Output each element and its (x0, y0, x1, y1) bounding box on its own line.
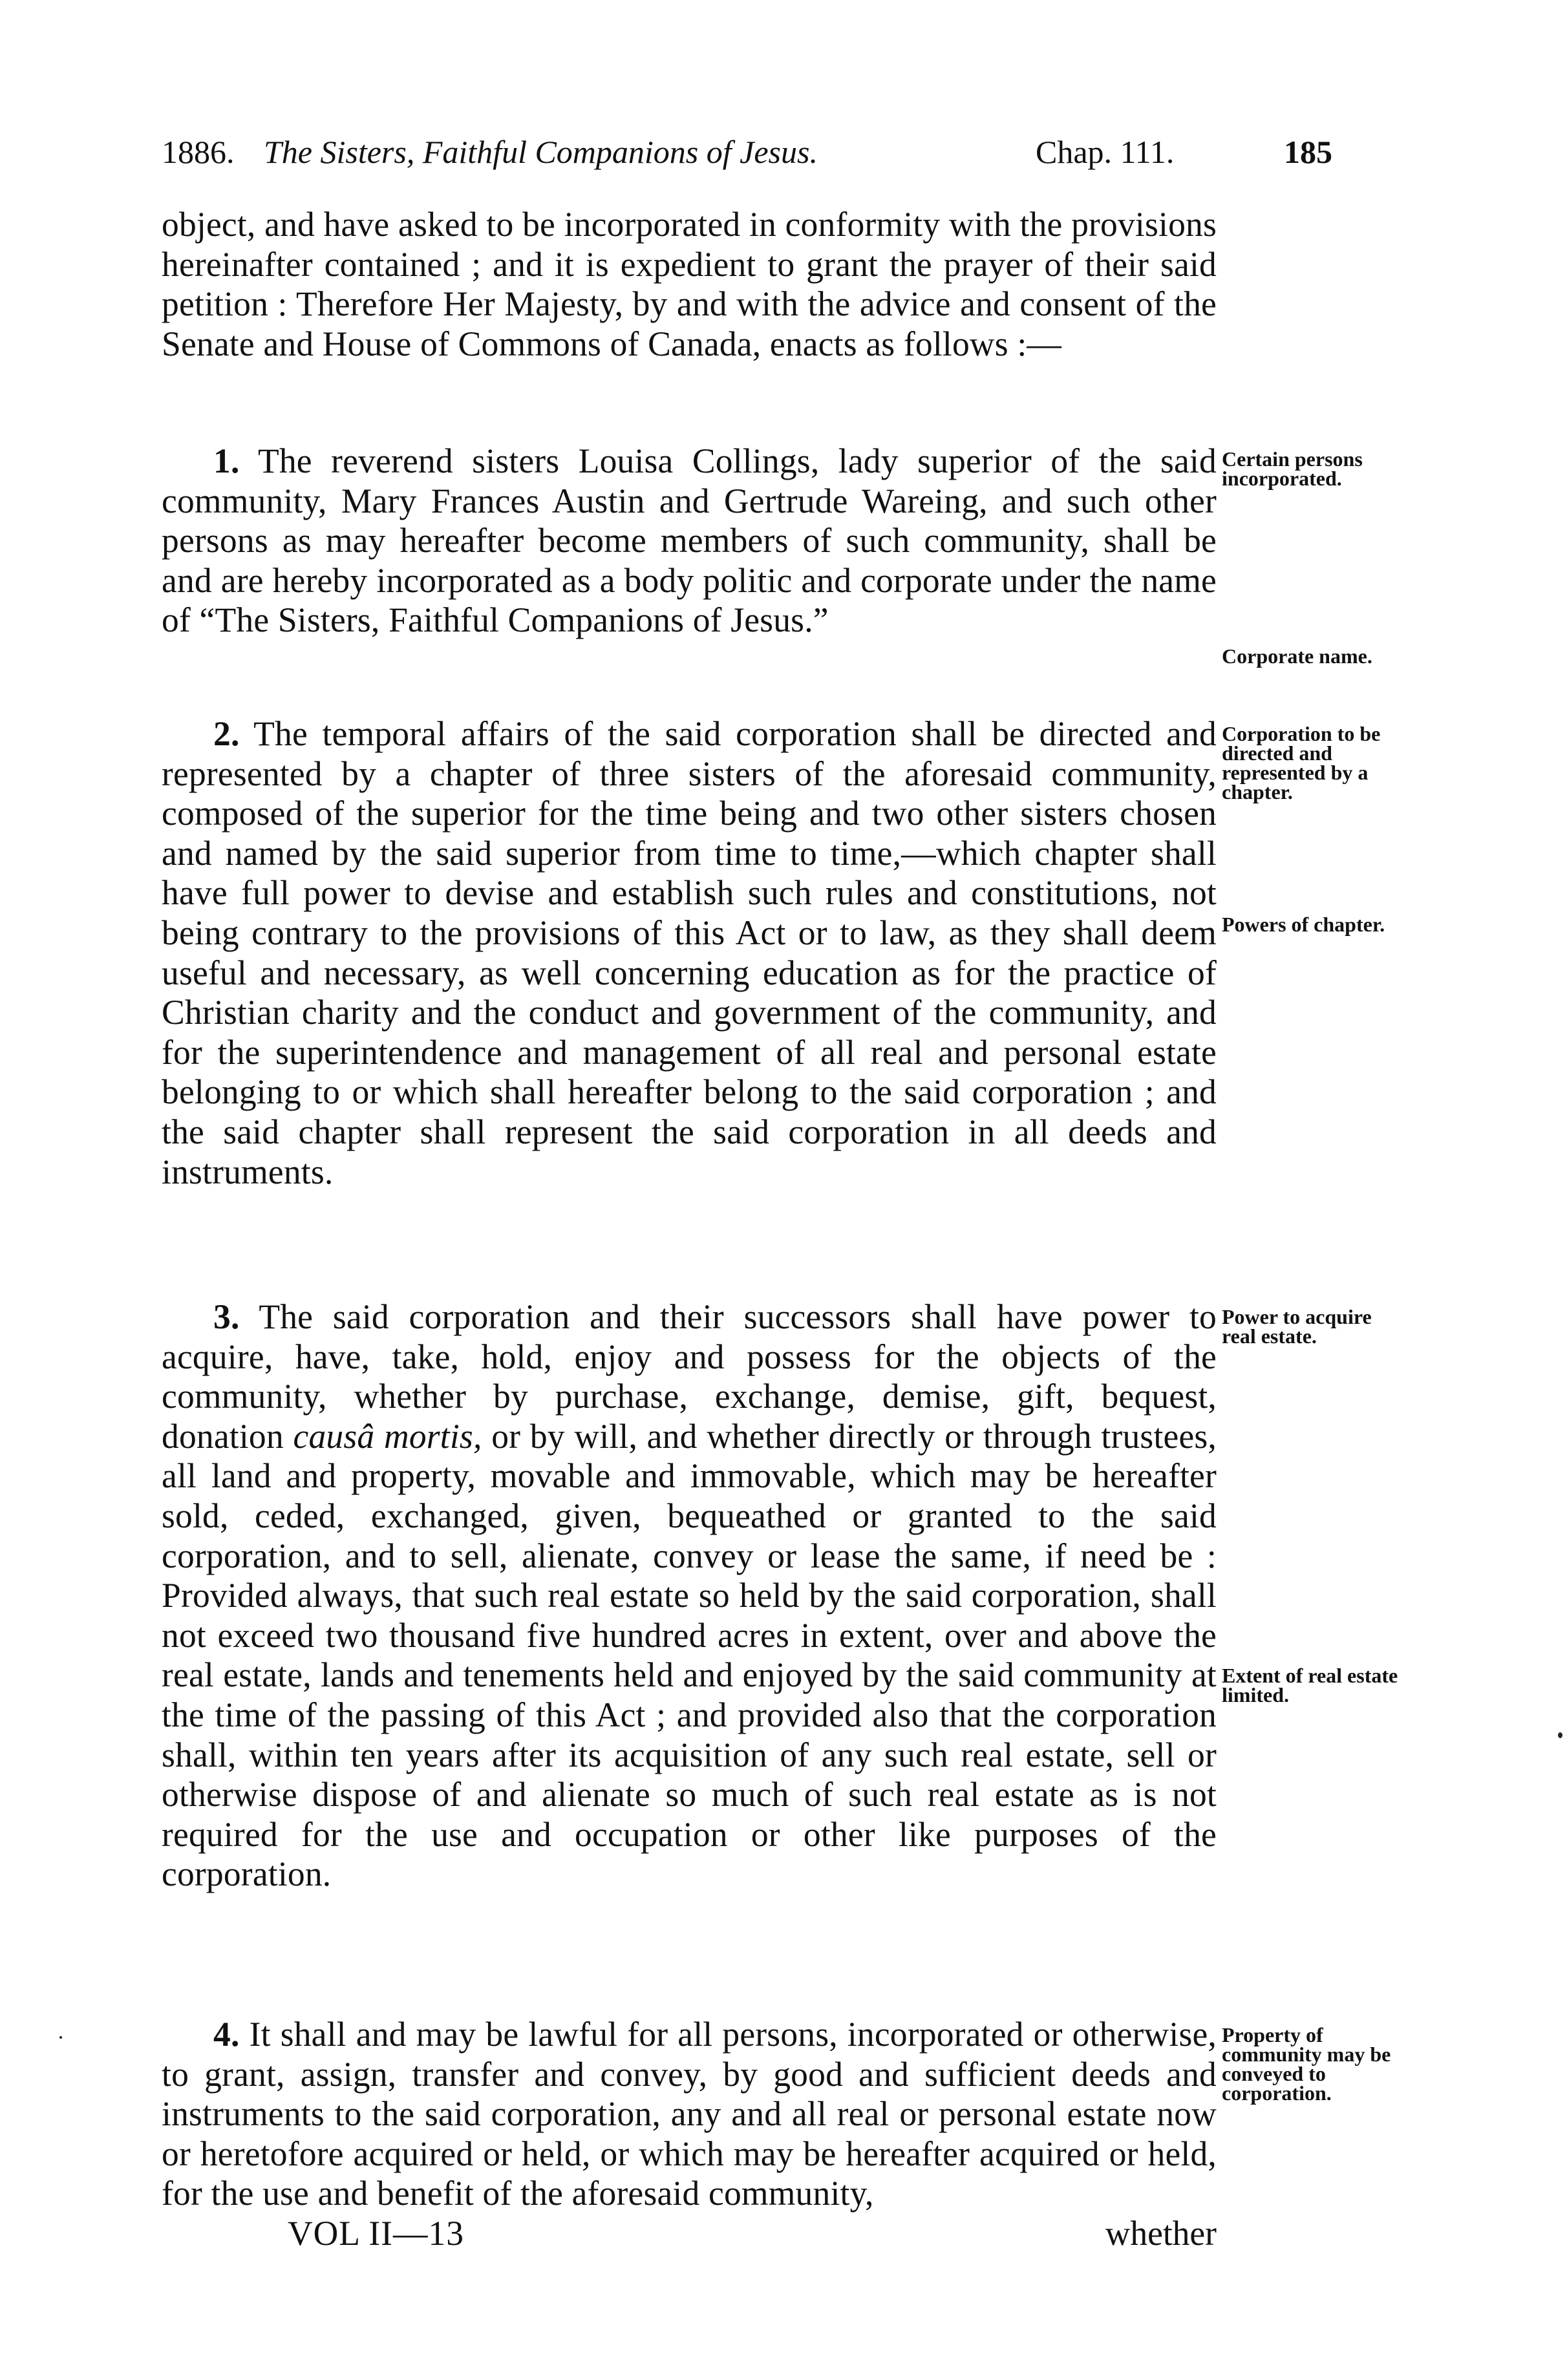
page-number: 185 (1284, 134, 1332, 170)
intro-paragraph (162, 205, 1217, 364)
header-year: 1886. (162, 134, 235, 170)
latin-phrase: causâ mortis, (293, 1416, 482, 1456)
marginal-note: Property of community may be conveyed to corporation. (1222, 2023, 1391, 2105)
section-text: The reverend sisters Louisa Collings, lady superior of the said community, Mary Frances Austin and Gertrude Wareing, and such other persons as may hereafter become members of such community, shall be and are hereby incorporated as a body politic and corporate under the name of “The Sisters, Faithful Companions of Jesus.” (162, 441, 1217, 640)
intro-text: object, and have asked to be incorporated in conformity with the provisions hereinafter contained ; and it is expedient to grant the prayer of their said petition : Therefore Her Majesty, by and with the advice and consent of the Senate and House of Commons of Canada, enacts as follows :— (162, 205, 1217, 363)
catchword: whether (1105, 2214, 1217, 2253)
marginal-note: Extent of real estate limited. (1222, 1664, 1398, 1706)
signature-mark: VOL II—13 (288, 2214, 464, 2253)
page-footer (162, 2214, 1217, 2259)
section-text: The temporal affairs of the said corporation shall be directed and represented by a chapter of three sisters of the aforesaid community, composed of the superior for the time being and two other sisters chosen and named by the said superior from time to time,—which chapter shall have full power to devise and establish such rules and constitutions, not being contrary to the provisions of this Act or to law, as they shall deem useful and necessary, as well concerning education as for the practice of Christian charity and the conduct and government of the community, and for the superintendence and management of all real and personal estate belonging to or which shall hereafter belong to the said corporation ; and the said chapter shall represent the said corporation in all deeds and instruments. (162, 714, 1217, 1191)
section-number: 4. (213, 2015, 240, 2054)
section-4 (162, 2015, 1217, 2214)
marginal-note: Corporation to be directed and represented by a chapter. (1222, 722, 1381, 803)
section-number: 3. (213, 1297, 240, 1336)
marginal-note: Corporate name. (1222, 644, 1372, 668)
section-text-part-2: or by will, and whether directly or through trustees, all land and property, movable and immovable, which may be hereafter sold, ceded, exchanged, given, bequeathed or granted to the said corporation, and to sell, alienate, convey or lease the same, if need be : Provided always, that such real estate so held by the said corporation, shall not exceed two thousand five hundred acres in extent, over and above the real estate, lands and tenements held and enjoyed by the said community at the time of the passing of this Act ; and provided also that the corporation shall, within ten years after its acquisition of any such real estate, sell or otherwise dispose of and alienate so much of such real estate as is not required for the use and occupation or other like purposes of the corporation. (162, 1416, 1217, 1894)
section-number: 2. (213, 714, 240, 753)
running-header (162, 129, 1332, 175)
section-1 (162, 441, 1217, 641)
marginal-note: Certain persons incorporated. (1222, 447, 1363, 490)
header-chapter: Chap. 111. (1036, 134, 1175, 170)
ink-speck (59, 2036, 62, 2039)
marginal-note: Power to acquire real estate. (1222, 1305, 1372, 1348)
header-title: The Sisters, Faithful Companions of Jesus. (264, 134, 818, 170)
section-2 (162, 714, 1217, 1192)
section-3 (162, 1297, 1217, 1895)
marginal-note: Powers of chapter. (1222, 913, 1385, 936)
section-number: 1. (213, 441, 240, 480)
ink-speck (1558, 1732, 1562, 1738)
section-text: It shall and may be lawful for all persons, incorporated or otherwise, to grant, assign, transfer and convey, by good and sufficient deeds and instruments to the said corporation, any and all real or personal estate now or heretofore acquired or held, or which may be hereafter acquired or held, for the use and benefit of the aforesaid community, (162, 2015, 1217, 2213)
section-text-part-1: The said corporation and their successors shall have power to acquire, have, take, hold, enjoy and possess for the objects of the community, whether by purchase, exchange, demise, gift, bequest, donation (162, 1297, 1217, 1456)
